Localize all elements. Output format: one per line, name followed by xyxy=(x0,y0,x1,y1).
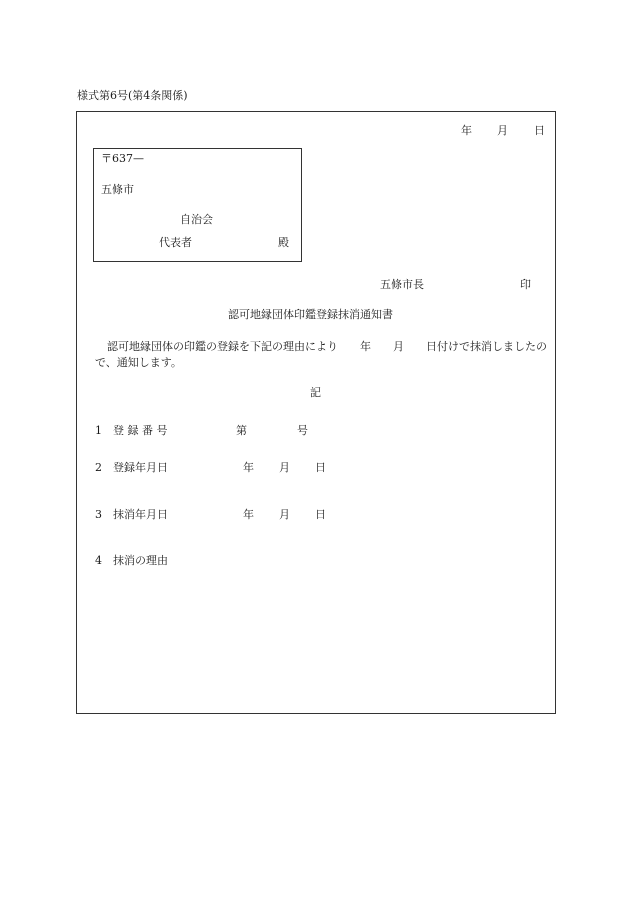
item-registration-number xyxy=(95,425,335,437)
representative-label: 代表者 xyxy=(159,236,192,249)
item-month: 月 xyxy=(279,508,290,521)
association-name: 自治会 xyxy=(180,213,213,226)
notice-body: 認可地縁団体の印鑑の登録を下記の理由により 年 月 日付けで抹消しましたので、通知します。 xyxy=(95,340,547,369)
item-label: 抹消の理由 xyxy=(113,554,168,567)
seal-mark: 印 xyxy=(520,278,531,291)
item-number: 1 xyxy=(95,424,102,437)
item-value-prefix: 第 xyxy=(236,424,247,437)
item-label: 抹消年月日 xyxy=(113,508,168,521)
item-label: 登録年月日 xyxy=(113,461,168,474)
item-registration-date xyxy=(95,462,335,474)
document-title: 認可地縁団体印鑑登録抹消通知書 xyxy=(228,308,393,321)
honorific: 殿 xyxy=(278,236,289,249)
item-label: 登 録 番 号 xyxy=(113,424,168,437)
ki-mark: 記 xyxy=(310,386,321,399)
date-day: 日 xyxy=(534,124,545,137)
item-number: 3 xyxy=(95,508,102,521)
date-year: 年 xyxy=(461,124,472,137)
postal-code: 〒637— xyxy=(101,152,144,165)
item-day: 日 xyxy=(315,461,326,474)
item-month: 月 xyxy=(279,461,290,474)
item-number: 2 xyxy=(95,461,102,474)
item-value-suffix: 号 xyxy=(297,424,308,437)
item-deletion-date xyxy=(95,509,335,521)
item-year: 年 xyxy=(243,508,254,521)
date-month: 月 xyxy=(497,124,508,137)
item-deletion-reason xyxy=(95,555,335,567)
item-year: 年 xyxy=(243,461,254,474)
sender-title: 五條市長 xyxy=(380,278,424,291)
city-name: 五條市 xyxy=(101,183,134,196)
item-number: 4 xyxy=(95,554,102,567)
form-number: 様式第6号(第4条関係) xyxy=(77,89,188,102)
address-box xyxy=(93,148,302,262)
item-day: 日 xyxy=(315,508,326,521)
